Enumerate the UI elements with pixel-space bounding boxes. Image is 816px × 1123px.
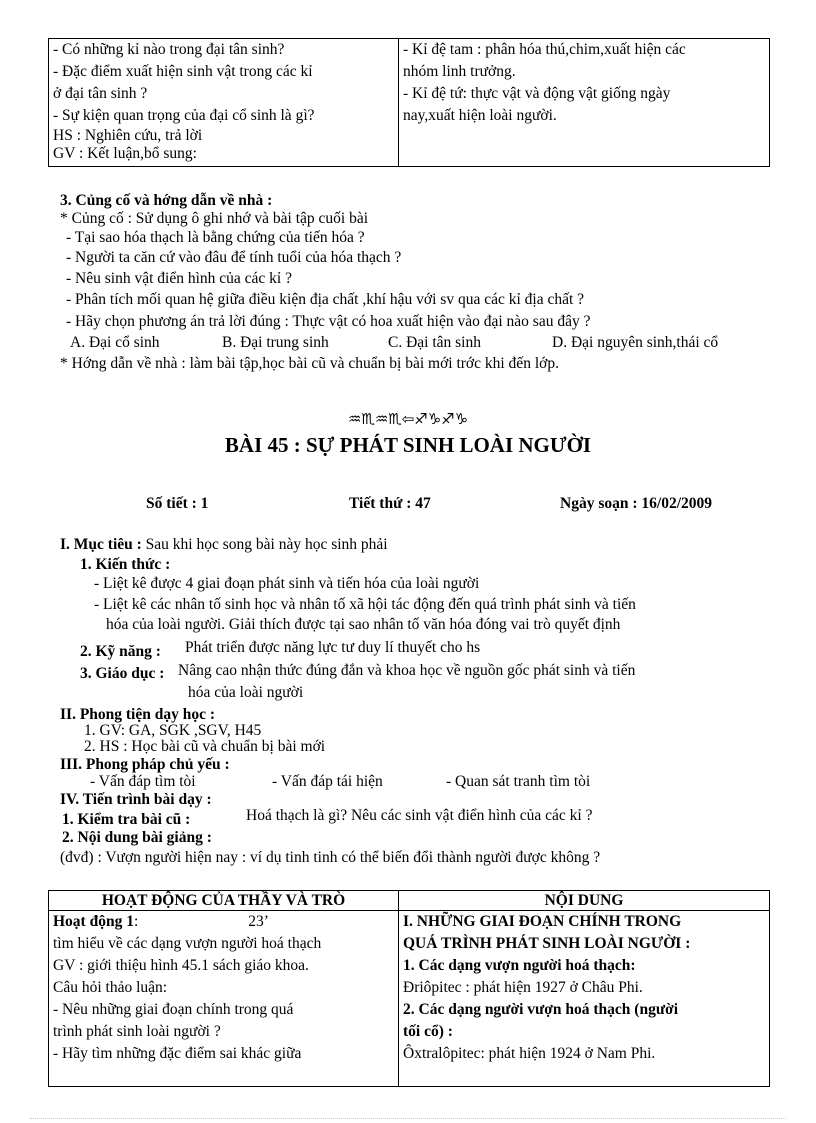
activity-title-line (53, 911, 394, 933)
activity-line: trình phát sinh loài người ? (53, 1023, 221, 1040)
method-item: - Vấn đáp tái hiện (272, 773, 383, 790)
content-text: Đriôpitec : phát hiện 1927 ở Châu Phi. (403, 979, 643, 996)
activity-line: Câu hỏi thảo luận: (53, 979, 168, 996)
page-bottom-divider (30, 1118, 786, 1119)
method-item: - Vấn đáp tìm tòi (90, 773, 196, 790)
table-line: - Có những kỉ nào trong đại tân sinh? (53, 41, 285, 58)
answer-option-d: D. Đại nguyên sinh,thái cổ (552, 334, 719, 351)
consolidation-line: - Tại sao hóa thạch là bằng chứng của tiến hóa ? (66, 229, 365, 246)
means-line: 2. HS : Học bài cũ và chuẩn bị bài mới (84, 738, 326, 755)
col-header-activities: HOẠT ĐỘNG CỦA THẦY VÀ TRÒ (49, 891, 399, 911)
col-header-content: NỘI DUNG (399, 891, 770, 911)
knowledge-item: - Liệt kê các nhân tố sinh học và nhân tố xã hội tác động đến quá trình phát sinh và tiến (94, 596, 636, 613)
objectives-heading: I. Mục tiêu : (60, 536, 142, 553)
ngay-soan: Ngày soạn : 16/02/2009 (560, 495, 712, 512)
check-question: Hoá thạch là gì? Nêu các sinh vật điển hình của các kỉ ? (246, 807, 593, 824)
activity-line: GV : giới thiệu hình 45.1 sách giáo khoa. (53, 957, 309, 974)
homework-line: * Hớng dẫn về nhà : làm bài tập,học bài cũ và chuẩn bị bài mới trớc khi đến lớp. (60, 355, 559, 372)
activity-line: tìm hiểu về các dạng vượn người hoá thạch (53, 935, 322, 952)
tiet-thu: Tiết thứ : 47 (349, 495, 431, 512)
activity-line: - Hãy tìm những đặc điểm sai khác giữa (53, 1045, 302, 1062)
objectives-intro: Sau khi học song bài này học sinh phải (141, 536, 388, 553)
answer-option-a: A. Đại cổ sinh (70, 334, 160, 351)
education-text: Nâng cao nhận thức đúng đắn và khoa học về nguồn gốc phát sinh và tiến (178, 662, 636, 679)
knowledge-heading: 1. Kiến thức : (80, 556, 171, 573)
content-text: Ôxtralôpitec: phát hiện 1924 ở Nam Phi. (403, 1045, 656, 1062)
top-table-left-cell (49, 39, 399, 167)
consolidation-line: * Củng cố : Sử dụng ô ghi nhớ và bài tập cuối bài (60, 210, 369, 227)
means-heading: II. Phong tiện dạy học : (60, 706, 216, 723)
content-cell (399, 911, 770, 1087)
lesson-title: BÀI 45 : SỰ PHÁT SINH LOÀI NGƯỜI (224, 433, 592, 457)
content-intro: (đvđ) : Vượn người hiện nay : ví dụ tinh tinh có thể biến đổi thành người được không ? (60, 849, 601, 866)
table-line: nhóm linh trưởng. (403, 63, 516, 80)
content-subheading: 1. Các dạng vượn người hoá thạch: (403, 957, 636, 974)
content-subheading-cont: tối cổ) : (403, 1023, 453, 1040)
consolidation-heading: 3. Củng cố và hớng dẫn về nhà : (60, 192, 273, 209)
table-line: - Đặc điểm xuất hiện sinh vật trong các kỉ (53, 63, 313, 80)
table-line: - Sự kiện quan trọng của đại cổ sinh là gì? (53, 107, 315, 124)
activity-colon: : (133, 913, 139, 930)
content-heading: 2. Nội dung bài giảng : (62, 829, 212, 846)
table-line: nay,xuất hiện loài người. (403, 107, 557, 124)
top-table-right-cell (399, 39, 770, 167)
answer-option-c: C. Đại tân sinh (388, 334, 481, 351)
methods-heading: III. Phong pháp chủ yếu : (60, 756, 230, 773)
activity-line: - Nêu những giai đoạn chính trong quá (53, 1001, 294, 1018)
knowledge-item-cont: hóa của loài người. Giải thích được tại sao nhân tố văn hóa đóng vai trò quyết định (106, 616, 621, 633)
table-line: - Kỉ đệ tam : phân hóa thú,chim,xuất hiện các (403, 41, 686, 58)
means-line: 1. GV: GA, SGK ,SGV, H45 (84, 722, 262, 739)
consolidation-line: - Người ta căn cứ vào đâu để tính tuổi của hóa thạch ? (66, 249, 402, 266)
consolidation-line: - Nêu sinh vật điển hình của các kỉ ? (66, 270, 292, 287)
answer-option-b: B. Đại trung sinh (222, 334, 329, 351)
activity-time: 23’ (248, 913, 269, 930)
check-heading: 1. Kiểm tra bài cũ : (62, 811, 191, 828)
activities-cell (49, 911, 399, 1087)
education-heading: 3. Giáo dục : (80, 665, 165, 682)
objectives-row (60, 535, 388, 555)
skill-text: Phát triển được năng lực tư duy lí thuyết cho hs (185, 639, 481, 656)
content-heading-line: QUÁ TRÌNH PHÁT SINH LOÀI NGƯỜI : (403, 935, 691, 952)
table-line: GV : Kết luận,bổ sung: (53, 145, 197, 162)
skill-heading: 2. Kỹ năng : (80, 643, 161, 660)
knowledge-item: - Liệt kê được 4 giai đoạn phát sinh và tiến hóa của loài người (94, 575, 480, 592)
activities-table (48, 890, 770, 1087)
content-subheading: 2. Các dạng người vượn hoá thạch (người (403, 1001, 679, 1018)
consolidation-line: - Hãy chọn phương án trả lời đúng : Thực vật có hoa xuất hiện vào đại nào sau đây ? (66, 313, 591, 330)
top-content-table (48, 38, 770, 167)
process-heading: IV. Tiến trình bài dạy : (60, 791, 212, 808)
table-line: ở đại tân sinh ? (53, 85, 148, 102)
table-line: HS : Nghiên cứu, trả lời (53, 127, 203, 144)
ornament-divider: ♒♏♒♏⇦♐♑♐♑ (347, 410, 469, 428)
so-tiet: Số tiết : 1 (146, 495, 209, 512)
method-item: - Quan sát tranh tìm tòi (446, 773, 591, 790)
activity-label: Hoạt động 1 (53, 913, 134, 930)
content-heading-line: I. NHỮNG GIAI ĐOẠN CHÍNH TRONG (403, 913, 682, 930)
consolidation-line: - Phân tích mối quan hệ giữa điều kiện địa chất ,khí hậu với sv qua các kỉ địa chất ? (66, 291, 585, 308)
table-line: - Kỉ đệ tứ: thực vật và động vật giống ngày (403, 85, 671, 102)
education-text-cont: hóa của loài người (188, 684, 304, 701)
